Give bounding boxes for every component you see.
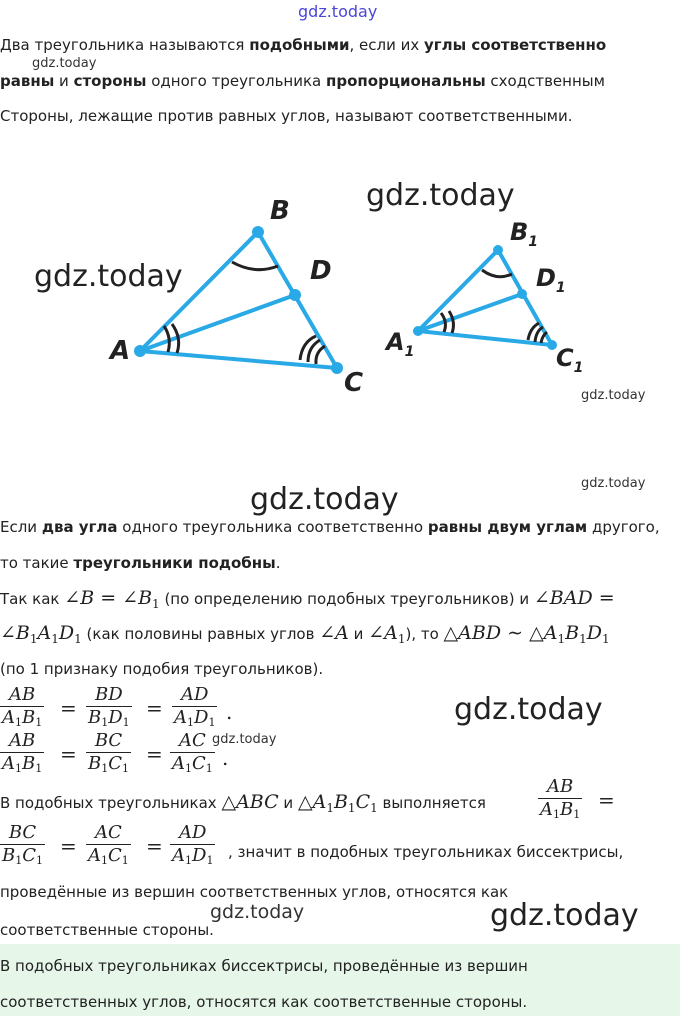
watermark-large: gdz.today bbox=[250, 482, 399, 517]
term-equal: равны bbox=[0, 72, 55, 90]
frac-AD-A1D1-2: $\frac{AD}{A_1D_1}$ bbox=[170, 822, 215, 872]
conclusion-line-2: соответственных углов, относятся как соответственные стороны. bbox=[0, 993, 528, 1011]
label-D: D bbox=[310, 256, 332, 286]
equals-sign: = bbox=[60, 742, 77, 766]
proof-text: и bbox=[278, 794, 298, 812]
label-A1 bbox=[386, 328, 414, 360]
equals-sign: = bbox=[146, 742, 163, 766]
watermark-large: gdz.today bbox=[490, 898, 639, 933]
rule-bold: равны двум углам bbox=[427, 518, 588, 536]
label-A1-letter: A bbox=[386, 328, 405, 356]
math-angle-A1: $\angle A_1$ bbox=[368, 622, 406, 646]
rule-text: одного треугольника соответственно bbox=[117, 518, 428, 536]
proof-sim-line bbox=[0, 792, 486, 818]
math-sim-ABD: △ABD ∼ $\triangle A_1B_1D_1$ bbox=[443, 622, 610, 646]
watermark-small: gdz.today bbox=[212, 732, 277, 747]
frac-BC-B1C1: $\frac{BC}{B_1C_1}$ bbox=[86, 730, 131, 780]
term-angles: углы соответственно bbox=[423, 36, 607, 54]
rule-line-2 bbox=[0, 553, 280, 573]
frac-BC-B1C1-2: $\frac{BC}{B_1C_1}$ bbox=[0, 822, 45, 872]
proof-text: Так как bbox=[0, 590, 65, 608]
frac-AC-A1C1-2: $\frac{AC}{A_1C_1}$ bbox=[86, 822, 131, 872]
label-B1-letter: B bbox=[510, 218, 529, 246]
label-B: B bbox=[270, 196, 290, 226]
label-A1-sub: 1 bbox=[404, 343, 415, 360]
period: . bbox=[222, 746, 229, 770]
proof-text: В подобных треугольниках bbox=[0, 794, 222, 812]
intro-text: Два треугольника называются bbox=[0, 36, 250, 54]
watermark-large: gdz.today bbox=[454, 692, 603, 727]
frac-AB-A1B1-3: $\frac{AB}{A_1B_1}$ bbox=[538, 776, 582, 826]
rule-line-1 bbox=[0, 517, 660, 537]
equals-sign: = bbox=[146, 696, 163, 720]
proof-line-3: (по 1 признаку подобия треугольников). bbox=[0, 660, 324, 678]
proof-text: (как половины равных углов bbox=[81, 625, 320, 643]
rule-text: то такие bbox=[0, 554, 74, 572]
rule-text: другого, bbox=[587, 518, 660, 536]
math-angle-A: ∠A bbox=[319, 622, 349, 644]
watermark-small: gdz.today bbox=[581, 388, 646, 403]
proof-end-text: , значит в подобных треугольниках биссектрисы, bbox=[228, 843, 624, 861]
label-C1 bbox=[556, 344, 583, 376]
top-watermark: gdz.today bbox=[298, 2, 378, 21]
intro-text: , если их bbox=[349, 36, 424, 54]
equals-sign: = bbox=[60, 834, 77, 858]
proof-text: выполняется bbox=[377, 794, 486, 812]
frac-BD-B1D1: $\frac{BD}{B_1D_1}$ bbox=[86, 684, 132, 734]
intro-line-3: Стороны, лежащие против равных углов, называют соответственными. bbox=[0, 107, 573, 125]
equals-sign: = bbox=[146, 834, 163, 858]
math-angle-BAD: ∠BAD = bbox=[533, 587, 615, 609]
rule-text: . bbox=[275, 554, 281, 572]
rule-text: Если bbox=[0, 518, 42, 536]
frac-AC-A1C1: $\frac{AC}{A_1C_1}$ bbox=[170, 730, 215, 780]
label-D1-letter: D bbox=[536, 264, 556, 292]
watermark-medium: gdz.today bbox=[210, 901, 305, 923]
watermark-large: gdz.today bbox=[34, 259, 183, 294]
intro-line-2 bbox=[0, 71, 605, 91]
proof-line-c: соответственные стороны. bbox=[0, 921, 214, 939]
equals-sign: = bbox=[598, 788, 615, 812]
label-B1 bbox=[510, 218, 538, 250]
intro-line-1 bbox=[0, 35, 606, 55]
period: . bbox=[226, 700, 233, 724]
watermark-small: gdz.today bbox=[581, 476, 646, 491]
equals-sign: = bbox=[60, 696, 77, 720]
label-C1-letter: C bbox=[556, 344, 574, 372]
rule-bold: треугольники подобны bbox=[73, 554, 276, 572]
watermark-small: gdz.today bbox=[32, 56, 97, 71]
proof-line-2 bbox=[0, 623, 610, 649]
frac-AB-A1B1: $\frac{AB}{A_1B_1}$ bbox=[0, 684, 44, 734]
math-tri-A1B1C1: $\triangle A_1B_1C_1$ bbox=[297, 791, 378, 815]
label-D1 bbox=[536, 264, 566, 296]
math-angle-B1A1D1: $\angle B_1A_1D_1$ bbox=[0, 622, 82, 646]
proof-line-1 bbox=[0, 588, 615, 614]
intro-text: сходственным bbox=[485, 72, 605, 90]
math-tri-ABC: △ABC bbox=[221, 791, 279, 813]
proof-text: ), то bbox=[405, 625, 444, 643]
term-sides: стороны bbox=[73, 72, 147, 90]
frac-AB-A1B1-2: $\frac{AB}{A_1B_1}$ bbox=[0, 730, 44, 780]
label-C: C bbox=[344, 368, 364, 398]
label-C1-sub: 1 bbox=[573, 359, 584, 376]
label-D1-sub: 1 bbox=[555, 279, 566, 296]
conclusion-line-1: В подобных треугольниках биссектрисы, проведённые из вершин bbox=[0, 957, 528, 975]
label-A: A bbox=[110, 336, 131, 366]
term-similar: подобными bbox=[249, 36, 350, 54]
triangles-figure bbox=[0, 150, 680, 450]
intro-text: и bbox=[54, 72, 74, 90]
proof-text: (по определению подобных треугольников) и bbox=[159, 590, 534, 608]
intro-text: одного треугольника bbox=[146, 72, 327, 90]
math-angle-B: ∠B = $\angle B_1$ bbox=[64, 587, 160, 611]
frac-AD-A1D1: $\frac{AD}{A_1D_1}$ bbox=[172, 684, 217, 734]
term-proportional: пропорциональны bbox=[326, 72, 486, 90]
label-B1-sub: 1 bbox=[528, 233, 539, 250]
proof-line-b: проведённые из вершин соответственных углов, относятся как bbox=[0, 883, 509, 901]
proof-text: и bbox=[348, 625, 369, 643]
watermark-large: gdz.today bbox=[366, 178, 515, 213]
rule-bold: два угла bbox=[41, 518, 118, 536]
